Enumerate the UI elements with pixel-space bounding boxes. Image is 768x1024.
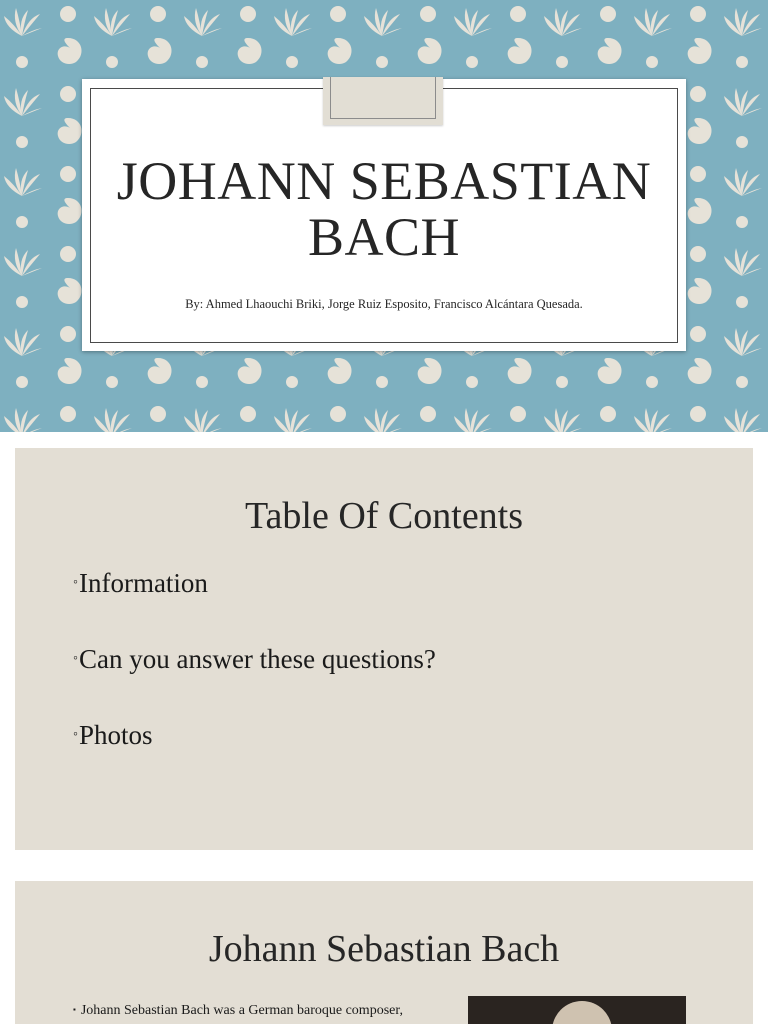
bach-portrait-image xyxy=(468,996,686,1024)
title-slide xyxy=(0,0,768,432)
bullet-icon: ◦ xyxy=(73,651,78,666)
bullet-icon: ◦ xyxy=(73,727,78,742)
title-line-2: BACH xyxy=(307,207,461,267)
title-line-1: JOHANN SEBASTIAN xyxy=(116,151,652,211)
square-bullet-icon: ▪ xyxy=(73,1005,76,1014)
toc-item-information xyxy=(73,568,208,599)
toc-item-photos xyxy=(73,720,153,751)
decorative-tab xyxy=(323,77,443,125)
toc-slide xyxy=(15,448,753,850)
title-card xyxy=(82,79,686,351)
toc-item-questions xyxy=(73,644,436,675)
info-slide xyxy=(15,881,753,1024)
presentation-title xyxy=(82,153,686,265)
authors-byline: By: Ahmed Lhaouchi Briki, Jorge Ruiz Esposito, Francisco Alcántara Quesada. xyxy=(185,297,583,311)
info-text: Johann Sebastian Bach was a German baroque composer, xyxy=(80,1003,403,1018)
toc-item-label: Information xyxy=(78,568,208,598)
toc-title: Table Of Contents xyxy=(244,495,524,537)
toc-item-label: Photos xyxy=(78,720,153,750)
info-paragraph xyxy=(73,1001,433,1020)
toc-item-label: Can you answer these questions? xyxy=(78,644,436,674)
info-slide-title: Johann Sebastian Bach xyxy=(208,928,560,970)
bullet-icon: ◦ xyxy=(73,575,78,590)
